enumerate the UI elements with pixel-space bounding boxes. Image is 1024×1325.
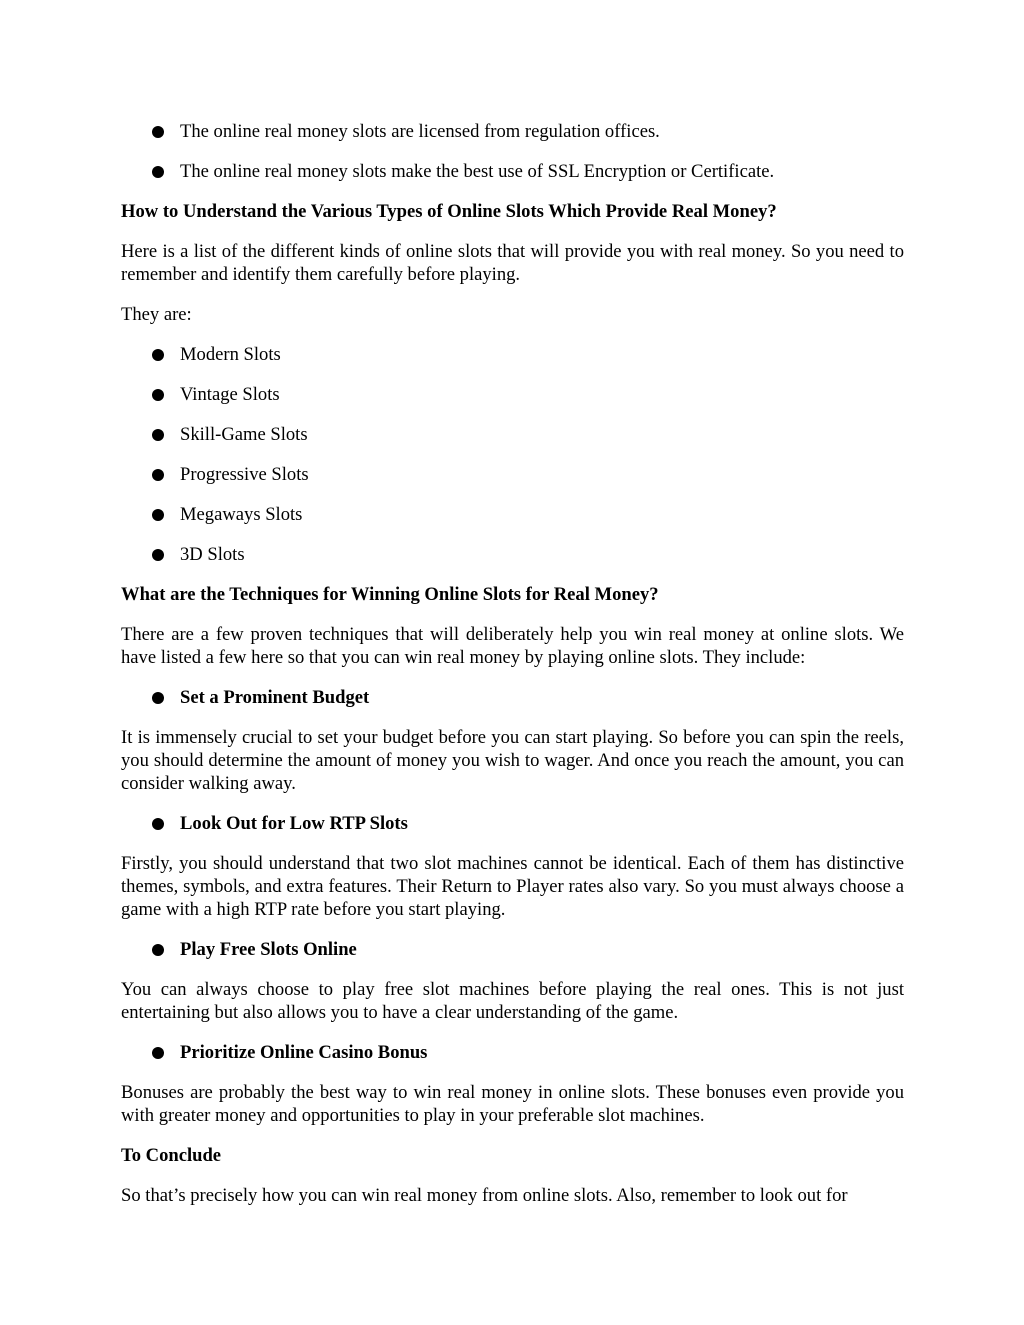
technique-heading-list <box>121 1041 904 1064</box>
list-item <box>121 343 904 366</box>
list-item <box>121 463 904 486</box>
list-item <box>121 383 904 406</box>
paragraph-conclusion: So that’s precisely how you can win real money from online slots. Also, remember to look out for <box>121 1185 848 1206</box>
list-item <box>121 120 904 143</box>
bullet-icon <box>152 469 164 481</box>
document-page <box>121 120 904 1224</box>
list-item-text: Progressive Slots <box>180 464 309 485</box>
list-item <box>121 160 904 183</box>
list-item-text: The online real money slots make the best use of SSL Encryption or Certificate. <box>180 161 775 182</box>
list-item <box>121 503 904 526</box>
technique-title <box>121 686 904 709</box>
list-item <box>121 423 904 446</box>
regulation-bullet-list <box>121 120 904 183</box>
technique-body: You can always choose to play free slot machines before playing the real ones. This is not just entertaining but also allows you to have a clear understanding of the game. <box>121 979 904 1023</box>
bullet-icon <box>152 818 164 830</box>
list-item-text: Modern Slots <box>180 344 281 365</box>
bullet-icon <box>152 389 164 401</box>
technique-title-text: Look Out for Low RTP Slots <box>180 813 408 834</box>
technique-title-text: Prioritize Online Casino Bonus <box>180 1042 428 1063</box>
technique-body: Bonuses are probably the best way to win real money in online slots. These bonuses even provide you with greater money and opportunities to play in your preferable slot machines. <box>121 1082 904 1126</box>
bullet-icon <box>152 692 164 704</box>
paragraph-techniques-intro: There are a few proven techniques that will deliberately help you win real money at online slots. We have listed a few here so that you can win real money by playing online slots. They include: <box>121 624 904 668</box>
bullet-icon <box>152 944 164 956</box>
technique-body: It is immensely crucial to set your budget before you can start playing. So before you can spin the reels, you should determine the amount of money you wish to wager. And once you reach the amount, you can consider walking away. <box>121 727 904 794</box>
technique-body: Firstly, you should understand that two slot machines cannot be identical. Each of them has distinctive themes, symbols, and extra features. Their Return to Player rates also vary. So you must always choose a game with a high RTP rate before you start playing. <box>121 853 904 920</box>
list-item <box>121 543 904 566</box>
bullet-icon <box>152 166 164 178</box>
list-item-text: Megaways Slots <box>180 504 303 525</box>
technique-title-text: Play Free Slots Online <box>180 939 357 960</box>
technique-heading-list <box>121 812 904 835</box>
list-item-text: Vintage Slots <box>180 384 280 405</box>
bullet-icon <box>152 349 164 361</box>
bullet-icon <box>152 429 164 441</box>
bullet-icon <box>152 126 164 138</box>
section-heading-techniques: What are the Techniques for Winning Online Slots for Real Money? <box>121 584 659 605</box>
technique-heading-list <box>121 938 904 961</box>
list-item-text: The online real money slots are licensed from regulation offices. <box>180 121 660 142</box>
technique-title <box>121 812 904 835</box>
section-heading-conclude: To Conclude <box>121 1145 222 1166</box>
bullet-icon <box>152 1047 164 1059</box>
technique-title <box>121 1041 904 1064</box>
technique-title-text: Set a Prominent Budget <box>180 687 370 708</box>
list-item-text: 3D Slots <box>180 544 245 565</box>
list-item-text: Skill-Game Slots <box>180 424 308 445</box>
section-heading-types: How to Understand the Various Types of Online Slots Which Provide Real Money? <box>121 201 777 222</box>
slot-types-list <box>121 343 904 566</box>
bullet-icon <box>152 549 164 561</box>
paragraph-types-intro: Here is a list of the different kinds of online slots that will provide you with real money. So you need to remember and identify them carefully before playing. <box>121 241 904 285</box>
paragraph-they-are: They are: <box>121 304 192 325</box>
bullet-icon <box>152 509 164 521</box>
technique-heading-list <box>121 686 904 709</box>
technique-title <box>121 938 904 961</box>
